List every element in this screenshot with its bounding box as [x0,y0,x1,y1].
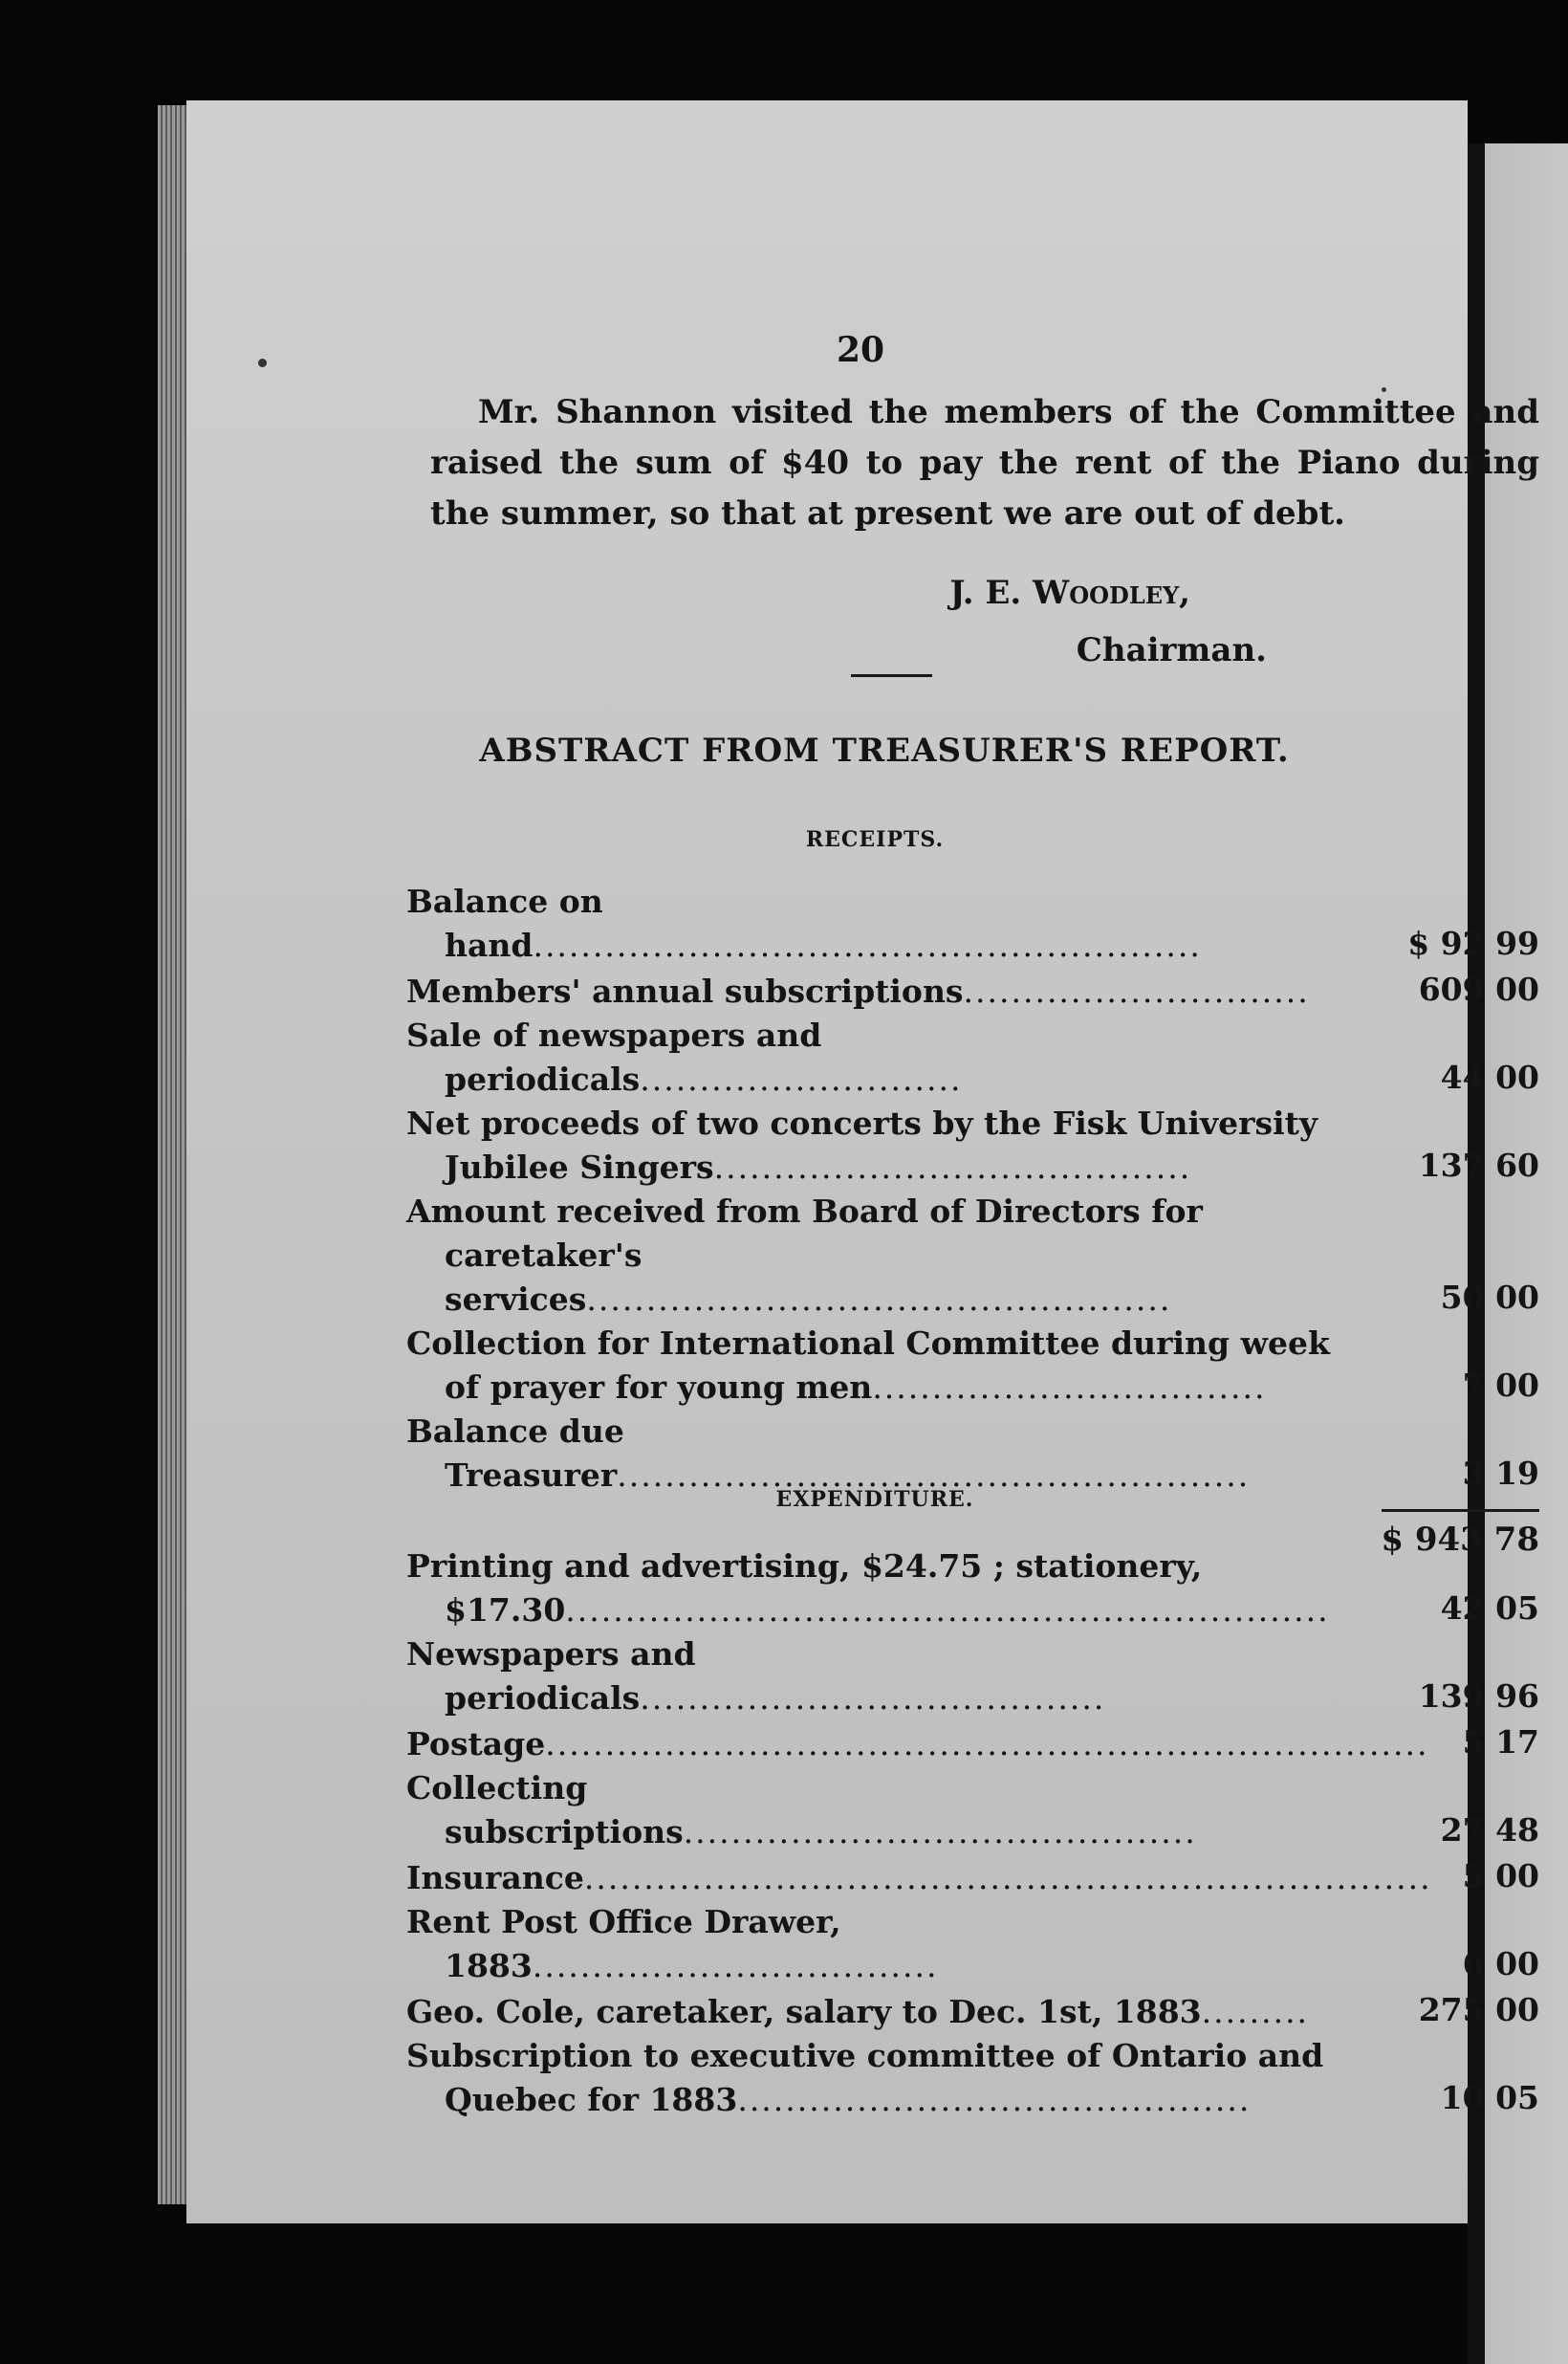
report-heading: ABSTRACT FROM TREASURER'S REPORT. [479,732,1290,770]
entry-label: Postage [406,1725,546,1762]
signatory-title: Chairman. [1076,631,1267,669]
entry-label: Sale of newspapers and periodicals [406,1017,822,1098]
leader-dots: ........................... [640,1061,963,1098]
receipt-entry [406,1014,1539,1102]
leader-dots: ........................................ [713,1149,1192,1186]
expenditure-entry [406,1632,1539,1720]
leader-dots: ................................................. [586,1280,1172,1318]
entry-label: Printing and advertising, $24.75 ; stationery, $17.30 [406,1547,1203,1629]
expenditure-list [406,1544,1539,2122]
expenditure-heading: EXPENDITURE. [775,1487,974,1512]
book-page [186,100,1539,2223]
entry-label: Balance due Treasurer [406,1412,624,1494]
leader-dots: ........................................... [683,1813,1197,1850]
leader-dots: .......................................................................... [545,1725,1429,1762]
leader-dots: ........................................................ [533,927,1202,964]
leader-dots: ....................................................................... [583,1859,1432,1896]
entry-amount: 44 00 [1440,1059,1539,1096]
entry-amount: 137 60 [1418,1147,1539,1184]
leader-dots: ..................................................... [617,1456,1251,1494]
entry-label: Collection for International Committee during week of prayer for young men [406,1324,1330,1406]
expenditure-entry [406,1900,1539,1988]
leader-dots: .................................. [532,1947,939,1984]
entry-label: Net proceeds of two concerts by the Fisk University Jubilee Singers [406,1105,1318,1186]
expenditure-entry [406,1854,1539,1900]
page-edges [158,105,186,2204]
entry-amount: 50 00 [1440,1279,1539,1316]
leader-dots: ............................. [963,973,1310,1010]
expenditure-entry [406,1720,1539,1766]
receipts-heading: RECEIPTS. [805,827,945,852]
entry-amount: 609 00 [1418,971,1539,1008]
receipt-entry [406,1322,1539,1410]
receipts-list [406,880,1539,1562]
entry-amount: 7 00 [1462,1367,1539,1404]
leader-dots: ....................................... [640,1679,1106,1717]
entry-amount: 3 19 [1462,1455,1539,1492]
entry-label: Newspapers and periodicals [406,1635,696,1717]
expenditure-entry [406,1766,1539,1854]
entry-label: Subscription to executive committee of Ontario and Quebec for 1883 [406,2037,1324,2118]
entry-amount: 42 05 [1440,1589,1539,1627]
expenditure-entry [406,2034,1539,2122]
entry-label: Insurance [406,1859,584,1896]
entry-label: Balance on hand [406,883,603,964]
leader-dots: ................................. [872,1368,1267,1406]
entry-amount: $ 92 99 [1407,925,1539,962]
signature-block [949,564,1267,679]
leader-dots: ................................................................ [565,1591,1330,1629]
entry-label: Geo. Cole, caretaker, salary to Dec. 1st, 1883 [406,1993,1202,2030]
expenditure-entry [406,1988,1539,2034]
entry-label: Members' annual subscriptions [406,973,964,1010]
receipts-total: $ 943 78 [1381,1521,1539,1559]
entry-label: Amount received from Board of Directors for caretaker's services [406,1193,1203,1318]
leader-dots: ........................................... [737,2081,1252,2118]
receipt-entry [406,1410,1539,1498]
entry-amount: 139 96 [1418,1677,1539,1715]
page-number: 20 [836,330,885,370]
signatory-name: J. E. Woodley, [949,574,1190,612]
receipt-entry [406,968,1539,1014]
entry-amount: 5 17 [1462,1723,1539,1761]
entry-amount: 5 00 [1462,1857,1539,1894]
receipt-entry [406,880,1539,968]
entry-label: Rent Post Office Drawer, 1883 [406,1903,841,1984]
committee-paragraph: Mr. Shannon visited the members of the Committee and raised the sum of $40 to pay the rent of the Piano during the summer, so that at present we are out of debt. [430,393,1539,533]
entry-amount: 10 05 [1440,2079,1539,2116]
expenditure-entry [406,1544,1539,1632]
leader-dots: ......... [1201,1993,1310,2030]
entry-amount: 6 00 [1462,1945,1539,1982]
section-divider [851,674,932,677]
receipt-entry [406,1190,1539,1322]
receipt-entry [406,1102,1539,1190]
entry-amount: 27 48 [1440,1811,1539,1849]
entry-label: Collecting subscriptions [406,1769,684,1850]
entry-amount: 275 00 [1418,1991,1539,2028]
